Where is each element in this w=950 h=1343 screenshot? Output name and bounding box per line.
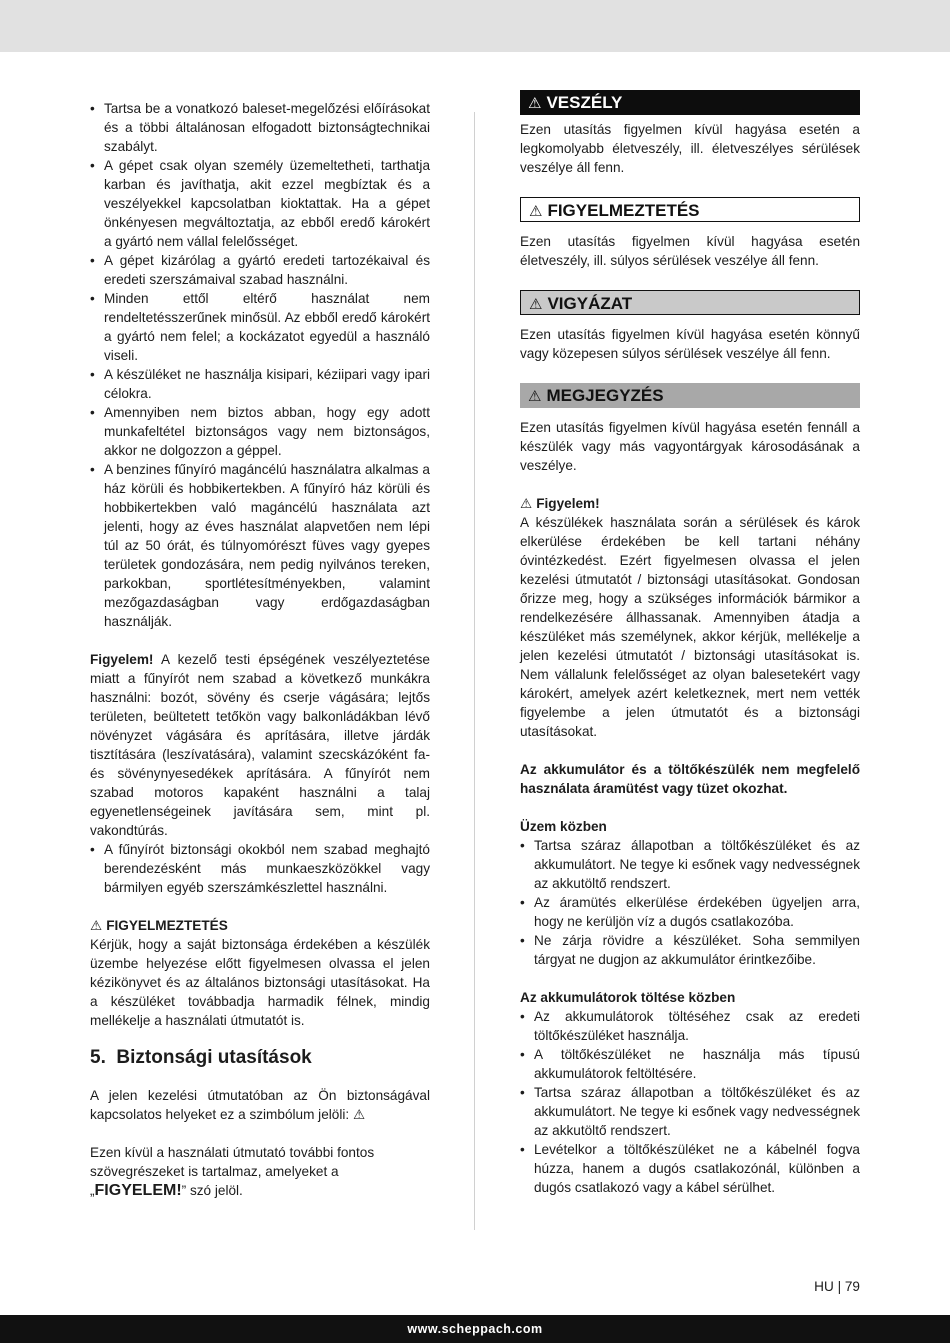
note-box — [520, 383, 860, 408]
note-label: MEGJEGYZÉS — [546, 386, 664, 405]
caution-label: VIGYÁZAT — [547, 294, 633, 313]
column-divider — [474, 112, 475, 1230]
page-number: HU | 79 — [814, 1279, 860, 1294]
warning-triangle-icon: ⚠ — [352, 1107, 366, 1122]
section-paragraph-2 — [90, 1143, 430, 1200]
list-item: • Minden ettől eltérő használat nem rendeltetésszerűnek minősül. Az ebből eredő károkért a gyártó nem felel; a kockázatot egyedül a használó viseli. — [90, 289, 430, 365]
attention-paragraph — [90, 650, 430, 840]
warning-triangle-icon: ⚠ — [528, 388, 542, 405]
safety-bullet-list — [90, 99, 430, 631]
warning-triangle-icon: ⚠ — [520, 496, 533, 511]
attention-label: Figyelem! — [90, 652, 154, 667]
charging-bullet-list — [520, 1007, 860, 1197]
attention-heading — [520, 494, 860, 513]
section-p1-text: A jelen kezelési útmutatóban az Ön biztonságával kapcsolatos helyeket ez a szimbólum jelöli: — [90, 1088, 430, 1122]
right-column — [520, 90, 860, 1197]
note-text: Ezen utasítás figyelmen kívül hagyása esetén fennáll a készülék vagy más vagyontárgyak károsodásának a veszélye. — [520, 420, 860, 473]
list-item: • Amennyiben nem biztos abban, hogy egy adott munkafeltétel biztonságos vagy nem biztonságos, akkor ne dolgozzon a géppel. — [90, 403, 430, 460]
list-item: • A töltőkészüléket ne használja más típusú akkumulátorok feltöltésére. — [520, 1045, 860, 1083]
warning-triangle-icon: ⚠ — [90, 918, 103, 933]
warning-triangle-icon: ⚠ — [528, 95, 542, 112]
operation-heading: Üzem közben — [520, 819, 607, 834]
danger-label: VESZÉLY — [546, 93, 623, 112]
danger-text: Ezen utasítás figyelmen kívül hagyása esetén a legkomolyabb életveszély, ill. életveszélyes sérülések veszélye áll fenn. — [520, 122, 860, 175]
list-item: • A benzines fűnyíró magáncélú használatra alkalmas a ház körüli és hobbikertekben. A fűnyíró ház körüli és hobbikertekben való magáncélú használata azt jelenti, hogy az éves használat alapvetően nem lépi túl az 50 órát, és túlnyomórészt füves vagy gyepes területek gondozására, nem pedig nyilvános tereken, parkokban, sportlétesítményekben, valamint mezőgazdaságban vagy erdőgazdaságban használják. — [90, 460, 430, 631]
list-item: • A gépet kizárólag a gyártó eredeti tartozékaival és eredeti szerszámaival szabad használni. — [90, 251, 430, 289]
footer-url[interactable]: www.scheppach.com — [407, 1322, 543, 1336]
warning-heading — [90, 916, 430, 935]
warning-box-label: FIGYELMEZTETÉS — [547, 201, 700, 220]
list-item: • Az akkumulátorok töltéséhez csak az eredeti töltőkészüléket használja. — [520, 1007, 860, 1045]
section-heading — [90, 1046, 430, 1070]
attention-text: A kezelő testi épségének veszélyeztetése miatt a fűnyírót nem szabad a következő munkákra használni: bozót, sövény és cserje vágására; lejtős területen, beültetett tetőkön vagy balkonládákban lévő növényzet vágására és aprítására, illetve járdák tisztítására (leszívatására), valamint szecskázóként fa- és sövénynyesedékek aprítására. A fűnyírót nem szabad motoros kapaként használni a talaj egyenetlenségeinek javítására sem, mint pl. vakondtúrás. — [90, 652, 430, 838]
warning-triangle-icon: ⚠ — [529, 203, 543, 220]
warning-box — [520, 197, 860, 222]
warning-text: Kérjük, hogy a saját biztonsága érdekében a készülék üzembe helyezése előtt figyelmesen olvassa el jelen kézikönyvet és az általános biztonsági utasításokat. Ha a készüléket továbbadja harmadik félnek, mindig mellékelje a használati útmutatót is. — [90, 937, 430, 1028]
footer-bar — [0, 1315, 950, 1343]
charging-heading: Az akkumulátorok töltése közben — [520, 990, 736, 1005]
warning-box-text: Ezen utasítás figyelmen kívül hagyása esetén életveszély, ill. súlyos sérülések veszélye áll fenn. — [520, 234, 860, 268]
list-item: • Levételkor a töltőkészüléket ne a kábelnél fogva húzza, hanem a dugós csatlakozónál, különben a dugós csatlakozó vagy a kábel sérülhet. — [520, 1140, 860, 1197]
drive-bullet-list — [90, 840, 430, 897]
warning-heading-label: FIGYELMEZTETÉS — [106, 918, 228, 933]
section-p2-text-a: Ezen kívül a használati útmutató további fontos szövegrészeket is tartalmaz, amelyeket a „ — [90, 1145, 375, 1198]
figyelem-word: FIGYELEM! — [94, 1182, 182, 1199]
left-column — [90, 99, 430, 1200]
attention-heading-label: Figyelem! — [536, 496, 600, 511]
list-item: • Az áramütés elkerülése érdekében ügyeljen arra, hogy ne kerüljön víz a dugós csatlakozóba. — [520, 893, 860, 931]
operation-bullet-list — [520, 836, 860, 969]
section-number: 5. — [90, 1047, 106, 1068]
list-item: • A gépet csak olyan személy üzemeltetheti, tarthatja karban és javíthatja, akit ezzel megbíztak és a veszélyekkel kapcsolatban kioktattak. Ha a gépet önkényesen megváltoztatja, az ebből eredő károkért a gyártó nem vállal felelősséget. — [90, 156, 430, 251]
caution-box — [520, 290, 860, 315]
list-item: • Tartsa száraz állapotban a töltőkészüléket és az akkumulátort. Ne tegye ki esőnek vagy nedvességnek az akkutöltő rendszert. — [520, 1083, 860, 1140]
section-p2-text-b: ” szó jelöl. — [181, 1183, 243, 1198]
danger-box — [520, 90, 860, 115]
section-title: Biztonsági utasítások — [116, 1047, 312, 1068]
battery-warning: Az akkumulátor és a töltőkészülék nem megfelelő használata áramütést vagy tüzet okozhat. — [520, 762, 860, 796]
list-item: • Ne zárja rövidre a készüléket. Soha semmilyen tárgyat ne dugjon az akkumulátor érintkezőibe. — [520, 931, 860, 969]
top-header-bar — [0, 0, 950, 52]
warning-triangle-icon: ⚠ — [529, 296, 543, 313]
list-item: • A fűnyírót biztonsági okokból nem szabad meghajtó berendezésként más munkaeszközökkel vagy bármilyen egyéb szerszámkészlettel használni. — [90, 840, 430, 897]
list-item: • Tartsa száraz állapotban a töltőkészüléket és az akkumulátort. Ne tegye ki esőnek vagy nedvességnek az akkutöltő rendszert. — [520, 836, 860, 893]
attention-body: A készülékek használata során a sérülések és károk elkerülése érdekében be kell tartani néhány óvintézkedést. Ezért figyelmesen olvassa el jelen kezelési útmutatót / biztonsági utasításokat. Gondosan őrizze meg, hogy a szükséges információk bármikor a rendelkezésére állhassanak. Amennyiben átadja a készüléket más személynek, akkor kérjük, mellékelje a jelen kezelési útmutatót / biztonsági utasításokat is. Nem vállalunk felelősséget az olyan balesetekért vagy károkért, amelyek azért keletkeznek, mert nem vették figyelembe a jelen útmutatót és a biztonsági utasításokat. — [520, 515, 860, 739]
section-paragraph-1 — [90, 1086, 430, 1124]
caution-text: Ezen utasítás figyelmen kívül hagyása esetén könnyű vagy közepesen súlyos sérülések veszélye áll fenn. — [520, 327, 860, 361]
list-item: • Tartsa be a vonatkozó baleset-megelőzési előírásokat és a többi általánosan elfogadott biztonságtechnikai szabályt. — [90, 99, 430, 156]
list-item: • A készüléket ne használja kisipari, kéziipari vagy ipari célokra. — [90, 365, 430, 403]
